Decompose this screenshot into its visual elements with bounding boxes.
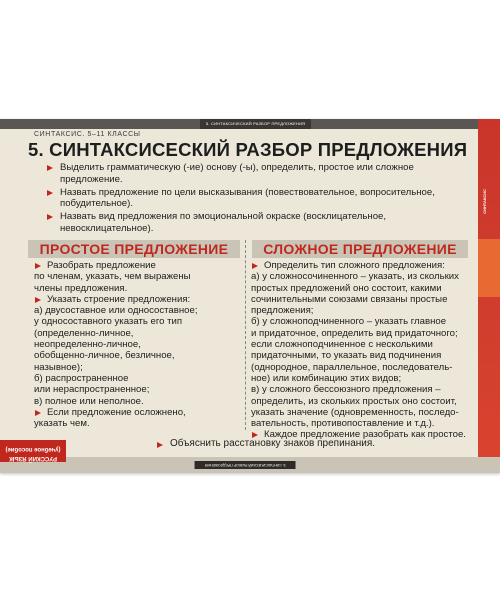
complex-sentence-heading: СЛОЖНОЕ ПРЕДЛОЖЕНИЕ [252,240,468,258]
arrow-bullet-icon [47,190,53,196]
text-line [34,260,240,271]
side-stripe [478,239,500,297]
text-line: у односоставного указать его тип [34,316,183,328]
simple-sentence-text [34,260,240,429]
text-line: обобщенно-личное, безличное, [34,350,175,362]
arrow-bullet-icon [35,263,41,269]
corner-label-line: РУССКИЙ ЯЗЫК [9,455,57,461]
text-line-content: Указать строение предложения: [47,293,191,305]
bullet-item [46,211,452,234]
text-line: придаточными, то указать вид подчинения [251,350,442,362]
bullet-line: невосклицательное). [60,222,154,234]
text-line: определить, из скольких простых оно состоит, [251,395,457,407]
text-line: члены предложения. [34,282,128,294]
text-line: указать значение (одновременность, последо- [251,406,459,418]
text-line [251,260,471,271]
page-title: 5. СИНТАКСИСЕСКИЙ РАЗБОР ПРЕДЛОЖЕНИЯ [28,139,468,160]
text-line: (однородное, параллельное, последователь- [251,361,453,373]
bullet-line: побудительное). [60,198,133,210]
text-line [34,294,240,305]
text-line: а) двусоставное или односоставное; [34,305,198,317]
text-line: предложения; [251,305,314,317]
bullet-line: Выделить грамматическую (-ие) основу (-ы), определить, простое или сложное [60,162,414,173]
arrow-bullet-icon [35,410,41,416]
text-line-content: Каждое предложение разобрать как простое. [264,429,466,441]
text-line-content: Определить тип сложного предложения: [264,260,445,271]
intro-bullets [46,162,452,236]
text-line: а) у сложносочиненного – указать, из скольких [251,271,459,283]
text-line: назывное); [34,361,83,373]
text-line: б) у сложноподчиненного – указать главное [251,316,447,328]
text-line: по членам, указать, чем выражены [34,271,191,283]
text-line: указать чем. [34,418,90,430]
text-line: неопределенно-личное, [34,339,141,351]
text-line: (определенно-личное, [34,327,134,339]
simple-sentence-heading: ПРОСТОЕ ПРЕДЛОЖЕНИЕ [28,240,240,258]
arrow-bullet-icon [35,297,41,303]
column-divider [245,240,246,430]
side-band-text: СИНТАКСИС [482,189,487,214]
bullet-item [46,162,452,185]
punctuation-instruction [156,438,375,449]
bullet-item [46,187,452,210]
corner-label-line: (учебное пособие) [5,446,61,452]
text-line-content: Если предложение осложнено, [47,406,186,418]
text-line: простых предложений оно состоит, какими [251,282,442,294]
text-line: если сложноподчиненное с несколькими [251,339,433,351]
text-line: и придаточное, определить вид придаточного; [251,327,458,339]
poster [0,119,500,473]
text-line: вательность, противопоставление и т.д.). [251,418,435,430]
text-line: сочинительными союзами связаны простые [251,293,448,305]
bottom-strip-label: 5. СИНТАКСИЧЕСКИЙ РАЗБОР ПРЕДЛОЖЕНИЯ [195,461,296,469]
punctuation-instruction-text: Объяснить расстановку знаков препинания. [170,438,376,449]
arrow-bullet-icon [157,442,163,448]
top-strip-label: 5. СИНТАКСИЧЕСКИЙ РАЗБОР ПРЕДЛОЖЕНИЯ [200,119,311,129]
series-corner-label [0,440,66,462]
text-line: или нераспространенное; [34,384,150,396]
bullet-line: предложение. [60,173,123,185]
arrow-bullet-icon [252,263,258,269]
arrow-bullet-icon [47,165,53,171]
text-line: ное) или комбинацию этих видов; [251,372,402,384]
arrow-bullet-icon [47,214,53,220]
complex-sentence-text [251,260,471,441]
text-line-content: Разобрать предложение [47,260,156,271]
text-line: в) полное или неполное. [34,395,144,407]
series-label: СИНТАКСИС. 5–11 КЛАССЫ [34,131,141,138]
text-line: в) у сложного бессоюзного предложения – [251,384,441,396]
bullet-line: Назвать вид предложения по эмоциональной окраске (восклицательное, [60,211,387,223]
text-line [34,407,240,418]
text-line: б) распространенное [34,372,129,384]
bullet-line: Назвать предложение по цели высказывания (повествовательное, вопросительное, [60,186,435,198]
